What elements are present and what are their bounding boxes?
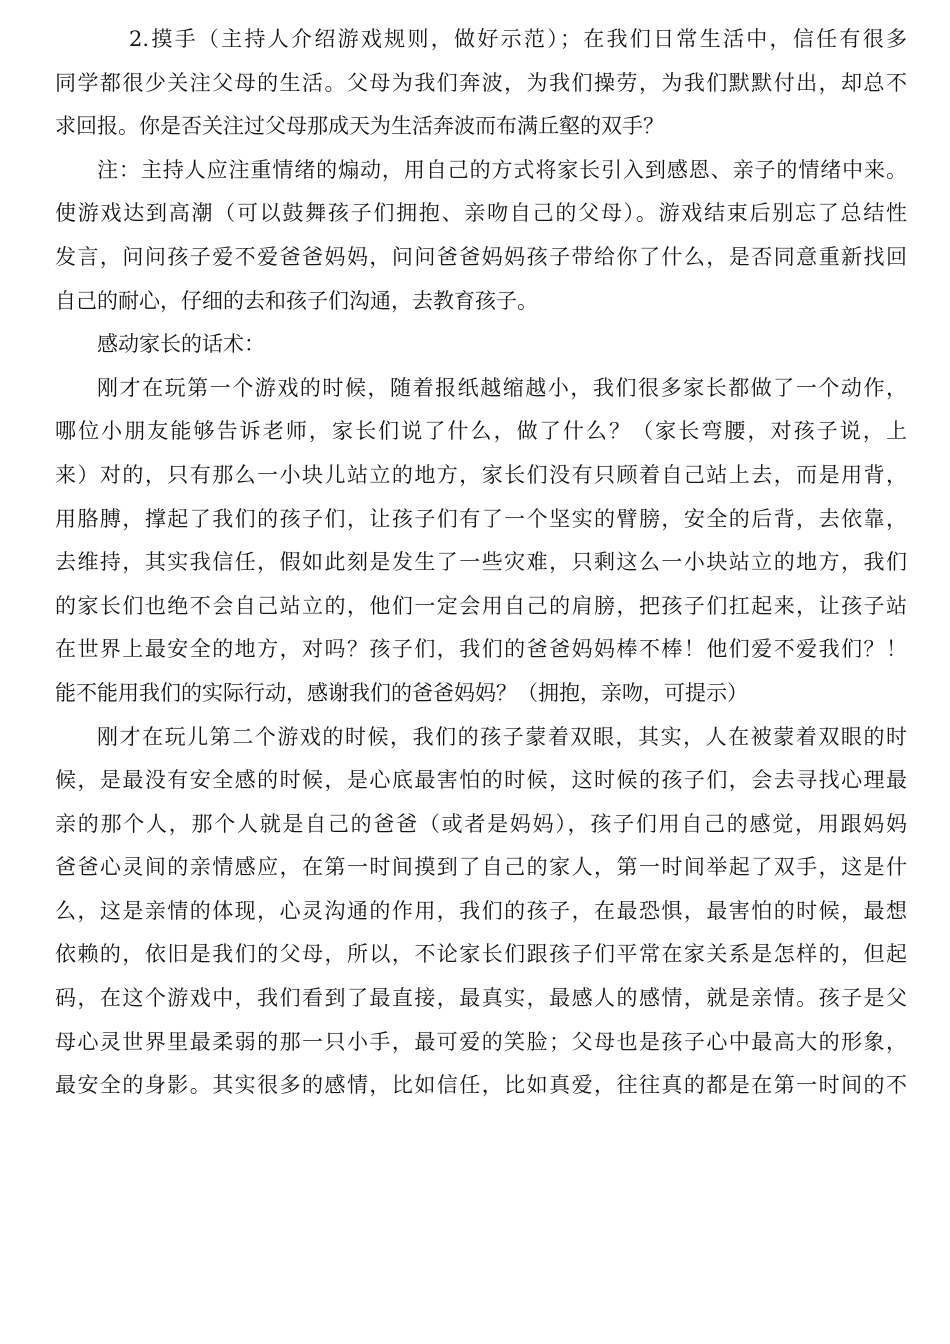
text-line: 候，是最没有安全感的时候，是心底最害怕的时候，这时候的孩子们，会去寻找心理最 <box>55 768 907 793</box>
text-line: 码，在这个游戏中，我们看到了最直接，最真实，最感人的感情，就是亲情。孩子是父 <box>55 986 907 1011</box>
text-line: 母心灵世界里最柔弱的那一只小手，最可爱的笑脸；父母也是孩子心中最高大的形象， <box>55 1029 907 1054</box>
text-line: 刚才在玩第一个游戏的时候，随着报纸越缩越小，我们很多家长都做了一个动作， <box>97 375 907 400</box>
text-line: 发言，问问孩子爱不爱爸爸妈妈，问问爸爸妈妈孩子带给你了什么，是否同意重新找回 <box>55 244 907 269</box>
text-line: 爸爸心灵间的亲情感应，在第一时间摸到了自己的家人，第一时间举起了双手，这是什 <box>55 855 907 880</box>
text-line: 自己的耐心，仔细的去和孩子们沟通，去教育孩子。 <box>55 288 538 313</box>
text-line: 同学都很少关注父母的生活。父母为我们奔波，为我们操劳，为我们默默付出，却总不 <box>55 70 907 95</box>
text-line: 依赖的，依旧是我们的父母，所以，不论家长们跟孩子们平常在家关系是怎样的，但起 <box>55 942 907 967</box>
text-line: 能不能用我们的实际行动，感谢我们的爸爸妈妈？（拥抱，亲吻，可提示） <box>55 680 748 705</box>
text-line: 2.摸手（主持人介绍游戏规则，做好示范）；在我们日常生活中，信任有很多 <box>129 27 907 51</box>
text-line: 注：主持人应注重情绪的煽动，用自己的方式将家长引入到感恩、亲子的情绪中来。 <box>97 157 907 182</box>
text-line: 去维持，其实我信任，假如此刻是发生了一些灾难，只剩这么一小块站立的地方，我们 <box>55 550 907 575</box>
section-heading: 感动家长的话术： <box>97 332 265 357</box>
text-line: 求回报。你是否关注过父母那成天为生活奔波而布满丘壑的双手？ <box>55 114 664 139</box>
text-line: 哪位小朋友能够告诉老师，家长们说了什么，做了什么？（家长弯腰，对孩子说，上 <box>55 419 907 444</box>
text-line: 刚才在玩儿第二个游戏的时候，我们的孩子蒙着双眼，其实，人在被蒙着双眼的时 <box>97 724 907 749</box>
text-line: 在世界上最安全的地方，对吗？孩子们，我们的爸爸妈妈棒不棒！他们爱不爱我们？！ <box>55 637 907 662</box>
text-line: 来）对的，只有那么一小块儿站立的地方，家长们没有只顾着自己站上去，而是用背， <box>55 462 907 487</box>
text-line: 的家长们也绝不会自己站立的，他们一定会用自己的肩膀，把孩子们扛起来，让孩子站 <box>55 593 907 618</box>
text-line: 使游戏达到高潮（可以鼓舞孩子们拥抱、亲吻自己的父母）。游戏结束后别忘了总结性 <box>55 201 907 226</box>
text-line: 最安全的身影。其实很多的感情，比如信任，比如真爱，往往真的都是在第一时间的不 <box>55 1073 907 1098</box>
text-line: 么，这是亲情的体现，心灵沟通的作用，我们的孩子，在最恐惧，最害怕的时候，最想 <box>55 898 907 923</box>
document-page <box>55 18 907 1108</box>
text-line: 亲的那个人，那个人就是自己的爸爸（或者是妈妈），孩子们用自己的感觉，用跟妈妈 <box>55 811 907 836</box>
text-line: 用胳膊，撑起了我们的孩子们，让孩子们有了一个坚实的臂膀，安全的后背，去依靠， <box>55 506 907 531</box>
